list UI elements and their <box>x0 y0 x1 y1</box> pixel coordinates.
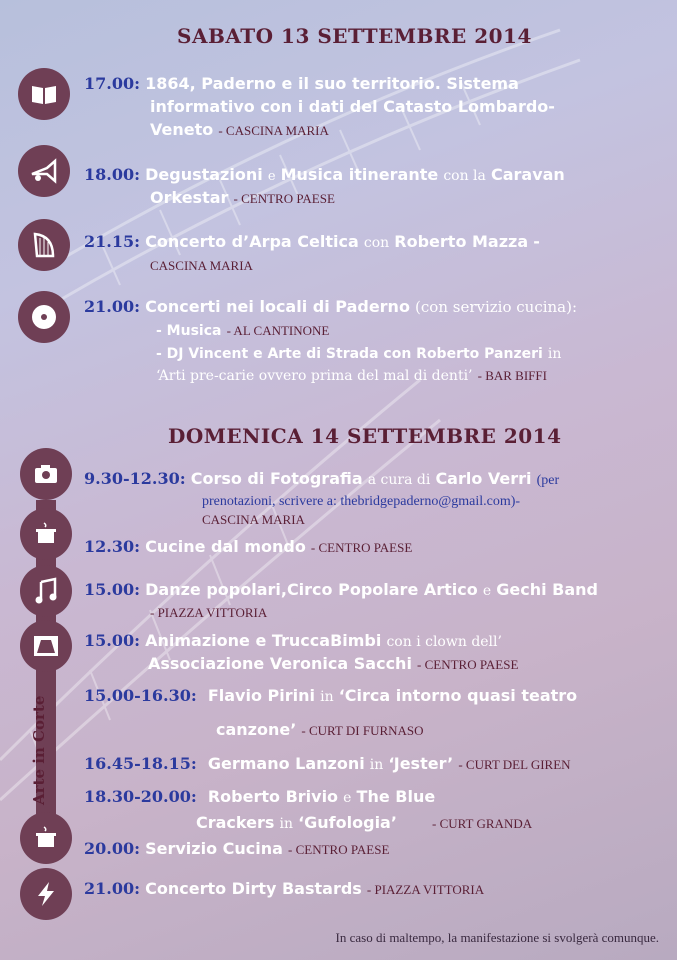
sun-event-6: 16.45-18.15: Germano Lanzoni in ‘Jester’ - CURT DEL GIREN <box>84 754 571 773</box>
music-note-icon <box>20 565 72 617</box>
sunday-title: DOMENICA 14 SETTEMBRE 2014 <box>168 424 562 448</box>
sat-event-3-line-2: CASCINA MARIA <box>150 258 253 273</box>
harp-icon <box>18 219 70 271</box>
sat-event-2-line-2: Orkestar - CENTRO PAESE <box>150 188 335 207</box>
arte-in-corte-label: Arte in Corte <box>30 695 48 805</box>
camera-icon <box>20 448 72 500</box>
sun-event-3-line-2: - PIAZZA VITTORIA <box>150 605 268 620</box>
sat-event-1-line-1: 17.00: 1864, Paderno e il suo territorio. Sistema <box>84 74 519 93</box>
sat-event-1-line-3: Veneto - CASCINA MARIA <box>150 120 329 139</box>
sat-event-4-line-1: 21.00: Concerti nei locali di Paderno (con servizio cucina): <box>84 297 578 316</box>
book-icon <box>18 68 70 120</box>
sun-event-8: 20.00: Servizio Cucina - CENTRO PAESE <box>84 839 390 858</box>
sun-event-2: 12.30: Cucine dal mondo - CENTRO PAESE <box>84 537 413 556</box>
vinyl-record-icon <box>18 291 70 343</box>
sun-event-9: 21.00: Concerto Dirty Bastards - PIAZZA VITTORIA <box>84 879 485 898</box>
sat-event-4-line-3: - DJ Vincent e Arte di Strada con Roberto Panzeri in <box>156 346 562 362</box>
footer-note: In caso di maltempo, la manifestazione si svolgerà comunque. <box>335 930 659 945</box>
sun-event-1-line-1: 9.30-12.30: Corso di Fotografia a cura di Carlo Verri (per <box>84 469 560 488</box>
sun-event-5-line-1: 15.00-16.30: Flavio Pirini in ‘Circa intorno quasi teatro <box>84 686 578 705</box>
sun-event-3-line-1: 15.00: Danze popolari,Circo Popolare Artico e Gechi Band <box>84 580 598 599</box>
cooking-pot-icon <box>20 508 72 560</box>
sun-event-7-line-1: 18.30-20.00: Roberto Brivio e The Blue <box>84 787 436 806</box>
sun-event-7-line-2: Crackers in ‘Gufologia’ - CURT GRANDA <box>196 813 533 832</box>
sun-event-1-line-3: CASCINA MARIA <box>202 512 305 527</box>
sat-event-3-line-1: 21.15: Concerto d’Arpa Celtica con Roberto Mazza - <box>84 232 540 251</box>
sat-event-4-line-4: ‘Arti pre-carie ovvero prima del mal di denti’ - BAR BIFFI <box>156 368 547 384</box>
trumpet-icon <box>18 145 70 197</box>
lightning-icon <box>20 868 72 920</box>
sat-event-4-line-2: - Musica - AL CANTINONE <box>156 323 330 339</box>
sun-event-5-line-2: canzone’ - CURT DI FURNASO <box>216 720 424 739</box>
sun-event-4-line-2: Associazione Veronica Sacchi - CENTRO PAESE <box>148 654 519 673</box>
saturday-title: SABATO 13 SETTEMBRE 2014 <box>177 24 532 48</box>
cooking-pot-icon-2 <box>20 812 72 864</box>
sun-event-4-line-1: 15.00: Animazione e TruccaBimbi con i clown dell’ <box>84 631 502 650</box>
sat-event-1-line-2: informativo con i dati del Catasto Lombardo- <box>150 97 555 116</box>
sat-event-2-line-1: 18.00: Degustazioni e Musica itinerante con la Caravan <box>84 165 565 184</box>
sun-event-1-line-2: prenotazioni, scrivere a: thebridgepaderno@gmail.com)- <box>202 494 521 509</box>
theater-stage-icon <box>20 620 72 672</box>
